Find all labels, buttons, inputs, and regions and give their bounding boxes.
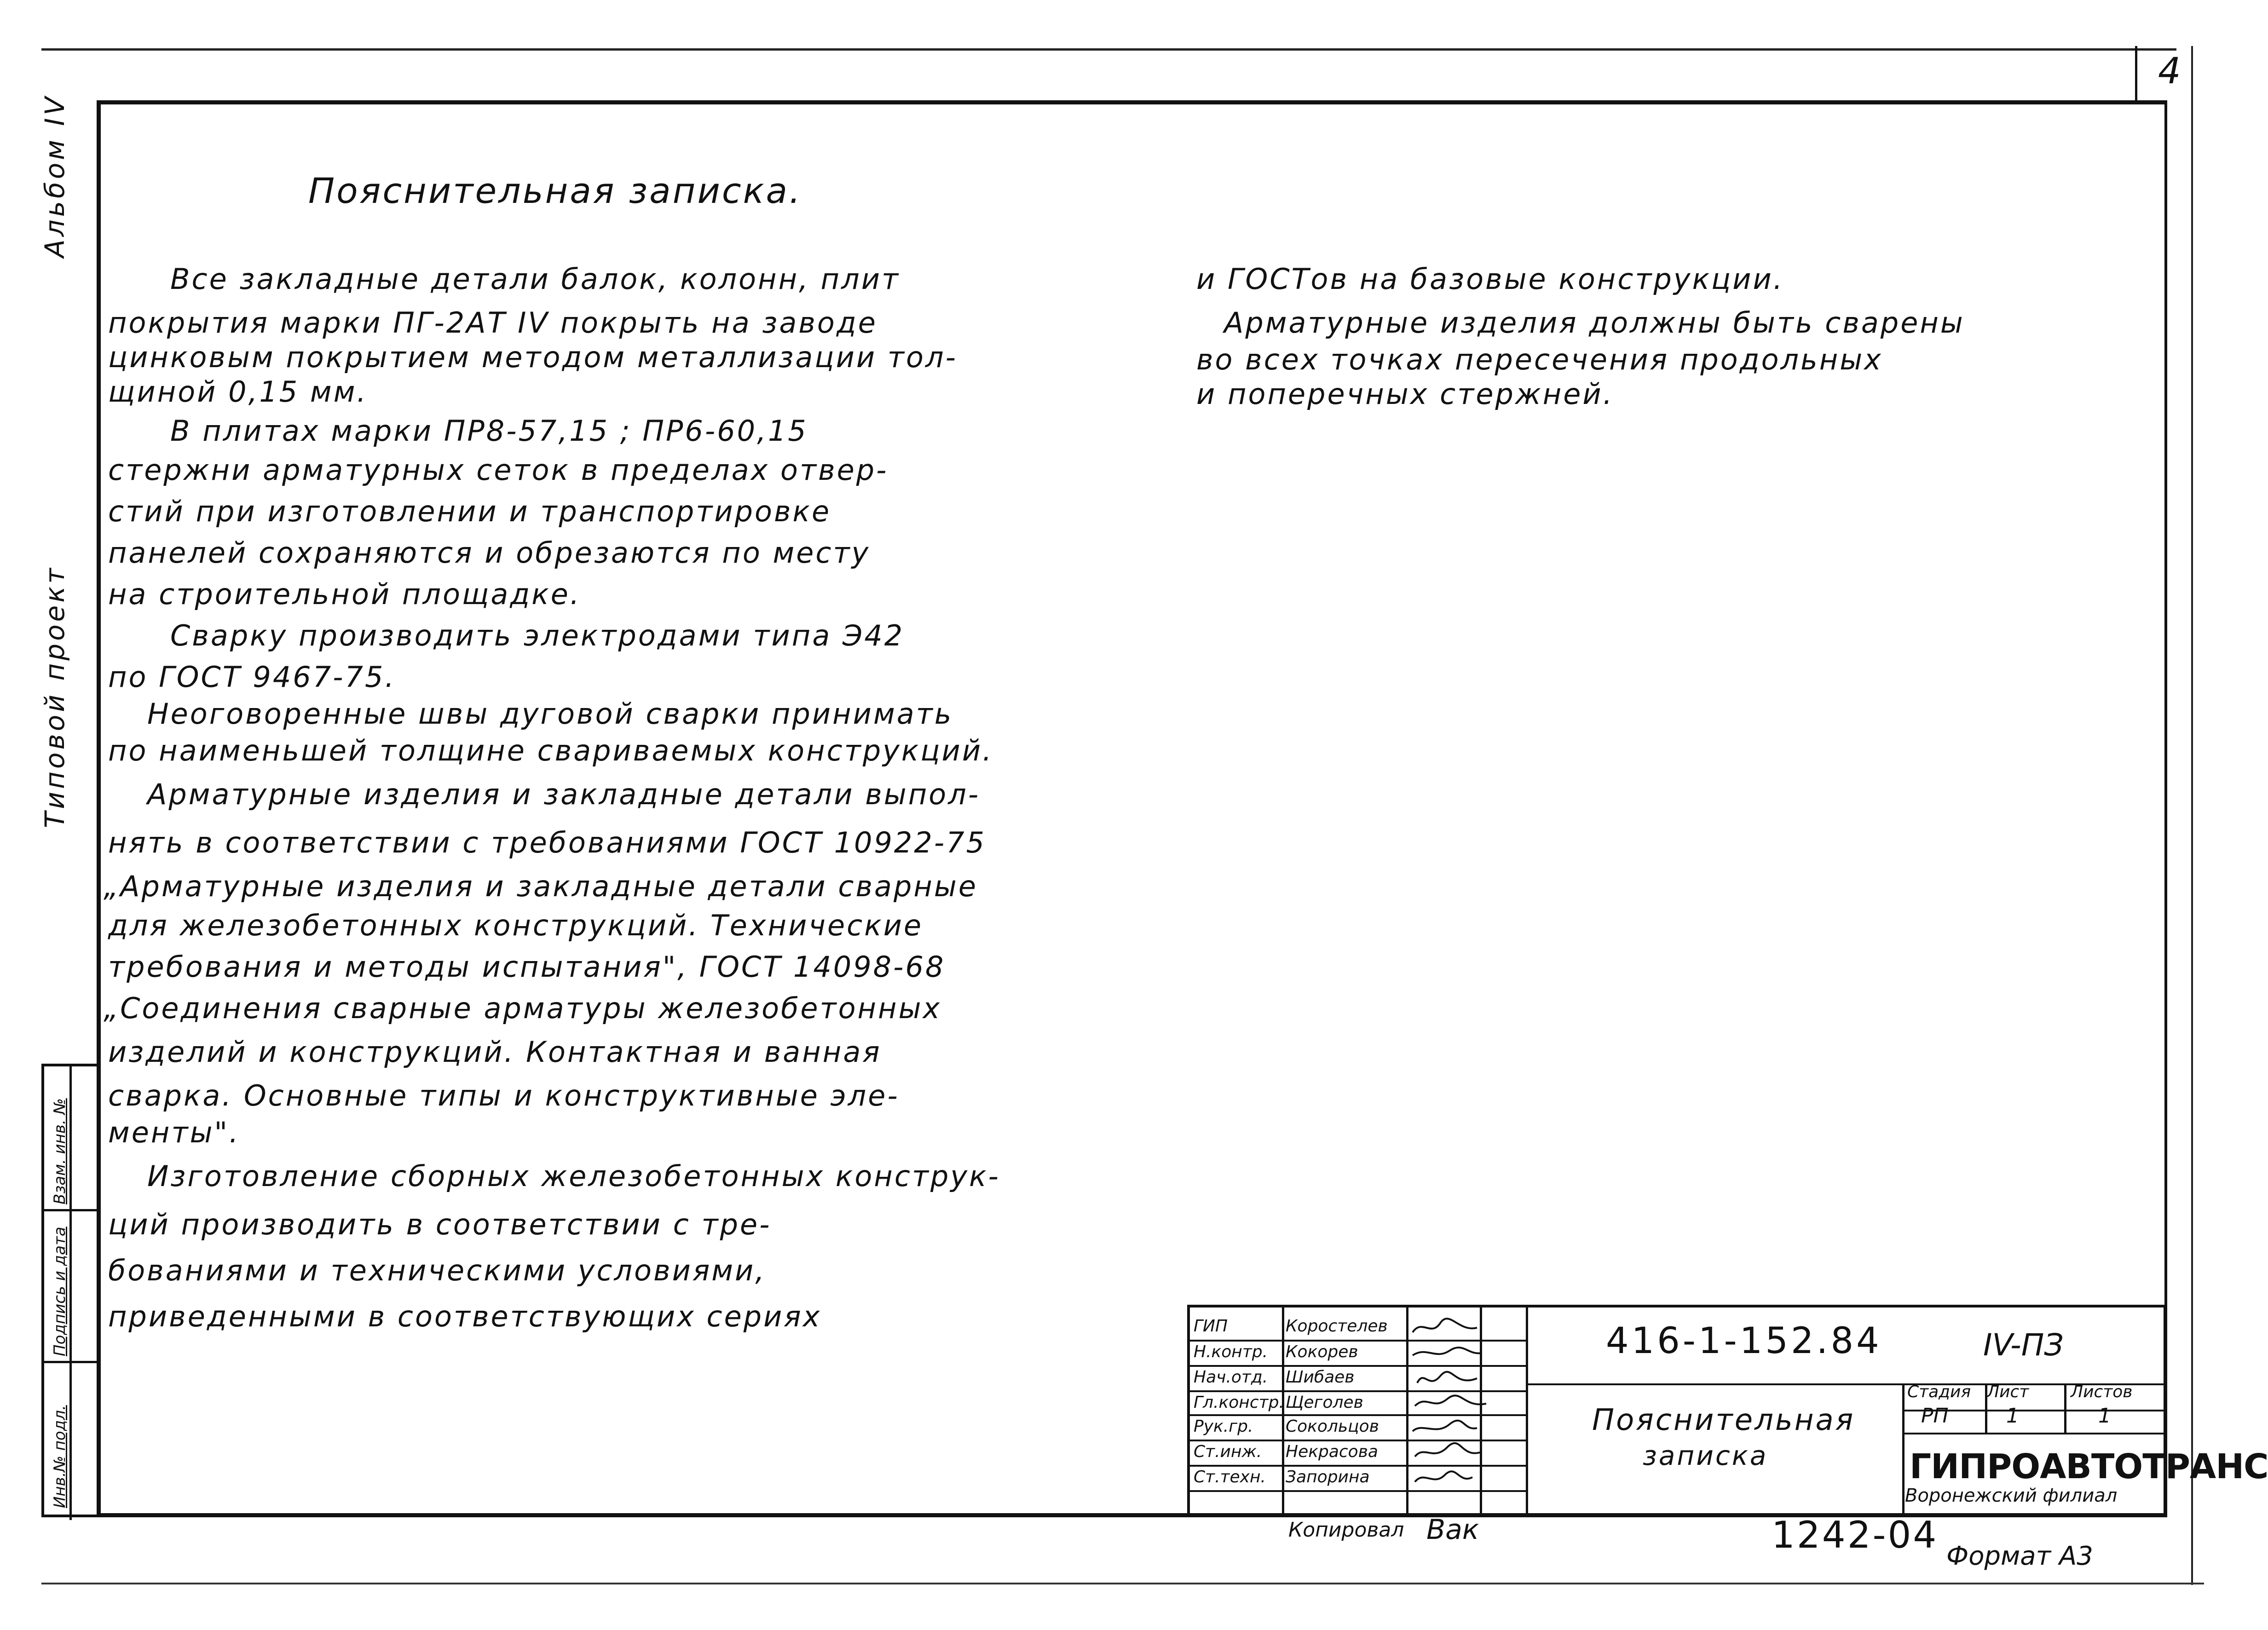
- role-chief-designer: Гл.констр.: [1194, 1393, 1284, 1412]
- text-line: менты".: [108, 1116, 240, 1149]
- text-line: Все закладные детали балок, колонн, плит: [170, 262, 900, 296]
- text-line: панелей сохраняются и обрезаются по месту: [108, 536, 871, 570]
- name-senior-engineer: Некрасова: [1286, 1442, 1378, 1461]
- stamp-divider: [69, 1066, 72, 1520]
- name-norm-control: Кокорев: [1286, 1342, 1358, 1361]
- signature-mark: [1415, 1471, 1472, 1482]
- text-line: Неоговоренные швы дуговой сварки принимать: [147, 697, 953, 731]
- name-gip: Коростелев: [1286, 1317, 1388, 1336]
- signature-mark: [1413, 1421, 1477, 1431]
- inventory-number: 1242-04: [1772, 1514, 1939, 1556]
- text-line: требования и методы испытания", ГОСТ 14098-68: [108, 950, 946, 984]
- signature-mark: [1415, 1395, 1486, 1406]
- document-code: 416-1-152.84: [1606, 1320, 1882, 1362]
- text-line: стержни арматурных сеток в пределах отвер-: [108, 453, 889, 487]
- title-block-title-line1: Пояснительная: [1592, 1403, 1855, 1437]
- page-number: 4: [2158, 51, 2181, 92]
- sheet-code: IV-ПЗ: [1983, 1327, 2064, 1363]
- role-dept-head: Нач.отд.: [1194, 1368, 1268, 1387]
- name-chief-designer: Щеголев: [1286, 1393, 1363, 1412]
- signature-mark: [1413, 1319, 1477, 1332]
- text-line: приведенными в соответствующих сериях: [108, 1300, 822, 1333]
- signature-mark: [1415, 1443, 1482, 1457]
- sheet-format: Формат А3: [1946, 1541, 2093, 1571]
- sheet-header: Лист: [1987, 1382, 2029, 1401]
- text-line: ций производить в соответствии с тре-: [108, 1208, 772, 1241]
- organization-name: ГИПРОАВТОТРАНС: [1910, 1447, 2268, 1486]
- text-line: Изготовление сборных железобетонных конструк-: [147, 1159, 1000, 1193]
- stamp-label-signature: Подпись и дата: [51, 1227, 69, 1356]
- text-line: по ГОСТ 9467-75.: [108, 660, 396, 694]
- bottom-trim-line: [41, 1583, 2204, 1584]
- role-norm-control: Н.контр.: [1194, 1342, 1268, 1361]
- project-label: Типовой проект: [39, 565, 70, 828]
- text-line: стий при изготовлении и транспортировке: [108, 495, 831, 528]
- stage-header: Стадия: [1907, 1382, 1971, 1401]
- stamp-label-inventory: Инв.№ подл.: [51, 1405, 69, 1508]
- text-line: во всех точках пересечения продольных: [1196, 343, 1883, 376]
- signature-mark: [1413, 1348, 1482, 1355]
- copied-by-label: Копировал: [1288, 1518, 1404, 1542]
- tb-line: [2064, 1383, 2066, 1434]
- text-line: Арматурные изделия и закладные детали выпол-: [147, 778, 981, 811]
- sheets-header: Листов: [2071, 1382, 2133, 1401]
- text-line: на строительной площадке.: [108, 577, 581, 611]
- text-line: В плитах марки ПР8-57,15 ; ПР6-60,15: [170, 414, 808, 448]
- role-senior-technician: Ст.техн.: [1194, 1468, 1266, 1486]
- text-line: и ГОСТов на базовые конструкции.: [1196, 262, 1784, 296]
- text-line: покрытия марки ПГ-2АТ IV покрыть на заводе: [108, 306, 877, 340]
- stamp-separator: [44, 1361, 99, 1363]
- tb-line: [1526, 1307, 1528, 1515]
- right-trim-line: [2191, 46, 2193, 1585]
- album-label: Альбом IV: [39, 94, 70, 258]
- title-block-title-line2: записка: [1643, 1440, 1768, 1471]
- sheets-value: 1: [2098, 1404, 2111, 1428]
- stage-value: РП: [1921, 1404, 1949, 1428]
- sheet-value: 1: [2006, 1404, 2019, 1428]
- text-line: Сварку производить электродами типа Э42: [170, 619, 905, 652]
- text-line: по наименьшей толщине свариваемых конструкций.: [108, 734, 993, 767]
- text-line: цинковым покрытием методом металлизации тол-: [108, 340, 958, 374]
- text-line: изделий и конструкций. Контактная и ванная: [108, 1035, 882, 1069]
- role-senior-engineer: Ст.инж.: [1194, 1442, 1262, 1461]
- text-line: сварка. Основные типы и конструктивные эле-: [108, 1079, 900, 1112]
- approval-stamp-strip: [41, 1064, 97, 1517]
- name-group-lead: Сокольцов: [1286, 1417, 1379, 1436]
- signature-mark: [1417, 1372, 1477, 1383]
- text-line: нять в соответствии с требованиями ГОСТ 10922-75: [108, 826, 987, 859]
- copied-by-signature: Вак: [1426, 1514, 1479, 1546]
- organization-branch: Воронежский филиал: [1905, 1485, 2118, 1506]
- text-line: бованиями и техническими условиями,: [108, 1254, 767, 1287]
- text-line: „Соединения сварные арматуры железобетонных: [104, 991, 942, 1025]
- top-trim-line: [41, 48, 2176, 51]
- signatures: [1408, 1309, 1518, 1493]
- text-line: для железобетонных конструкций. Технические: [108, 909, 923, 942]
- stamp-separator: [44, 1209, 99, 1211]
- name-dept-head: Шибаев: [1286, 1368, 1355, 1387]
- text-line: щиной 0,15 мм.: [108, 375, 368, 409]
- text-line: Арматурные изделия должны быть сварены: [1224, 306, 1965, 340]
- text-line: „Арматурные изделия и закладные детали сварные: [104, 870, 978, 903]
- tb-line: [1902, 1383, 1904, 1515]
- role-gip: ГИП: [1194, 1317, 1228, 1336]
- role-group-lead: Рук.гр.: [1194, 1417, 1253, 1436]
- tb-line: [1902, 1433, 2166, 1434]
- document-title: Пояснительная записка.: [308, 170, 802, 211]
- name-senior-technician: Запорина: [1286, 1468, 1370, 1486]
- text-line: и поперечных стержней.: [1196, 377, 1614, 411]
- stamp-label-replace: Взам. инв. №: [51, 1098, 69, 1204]
